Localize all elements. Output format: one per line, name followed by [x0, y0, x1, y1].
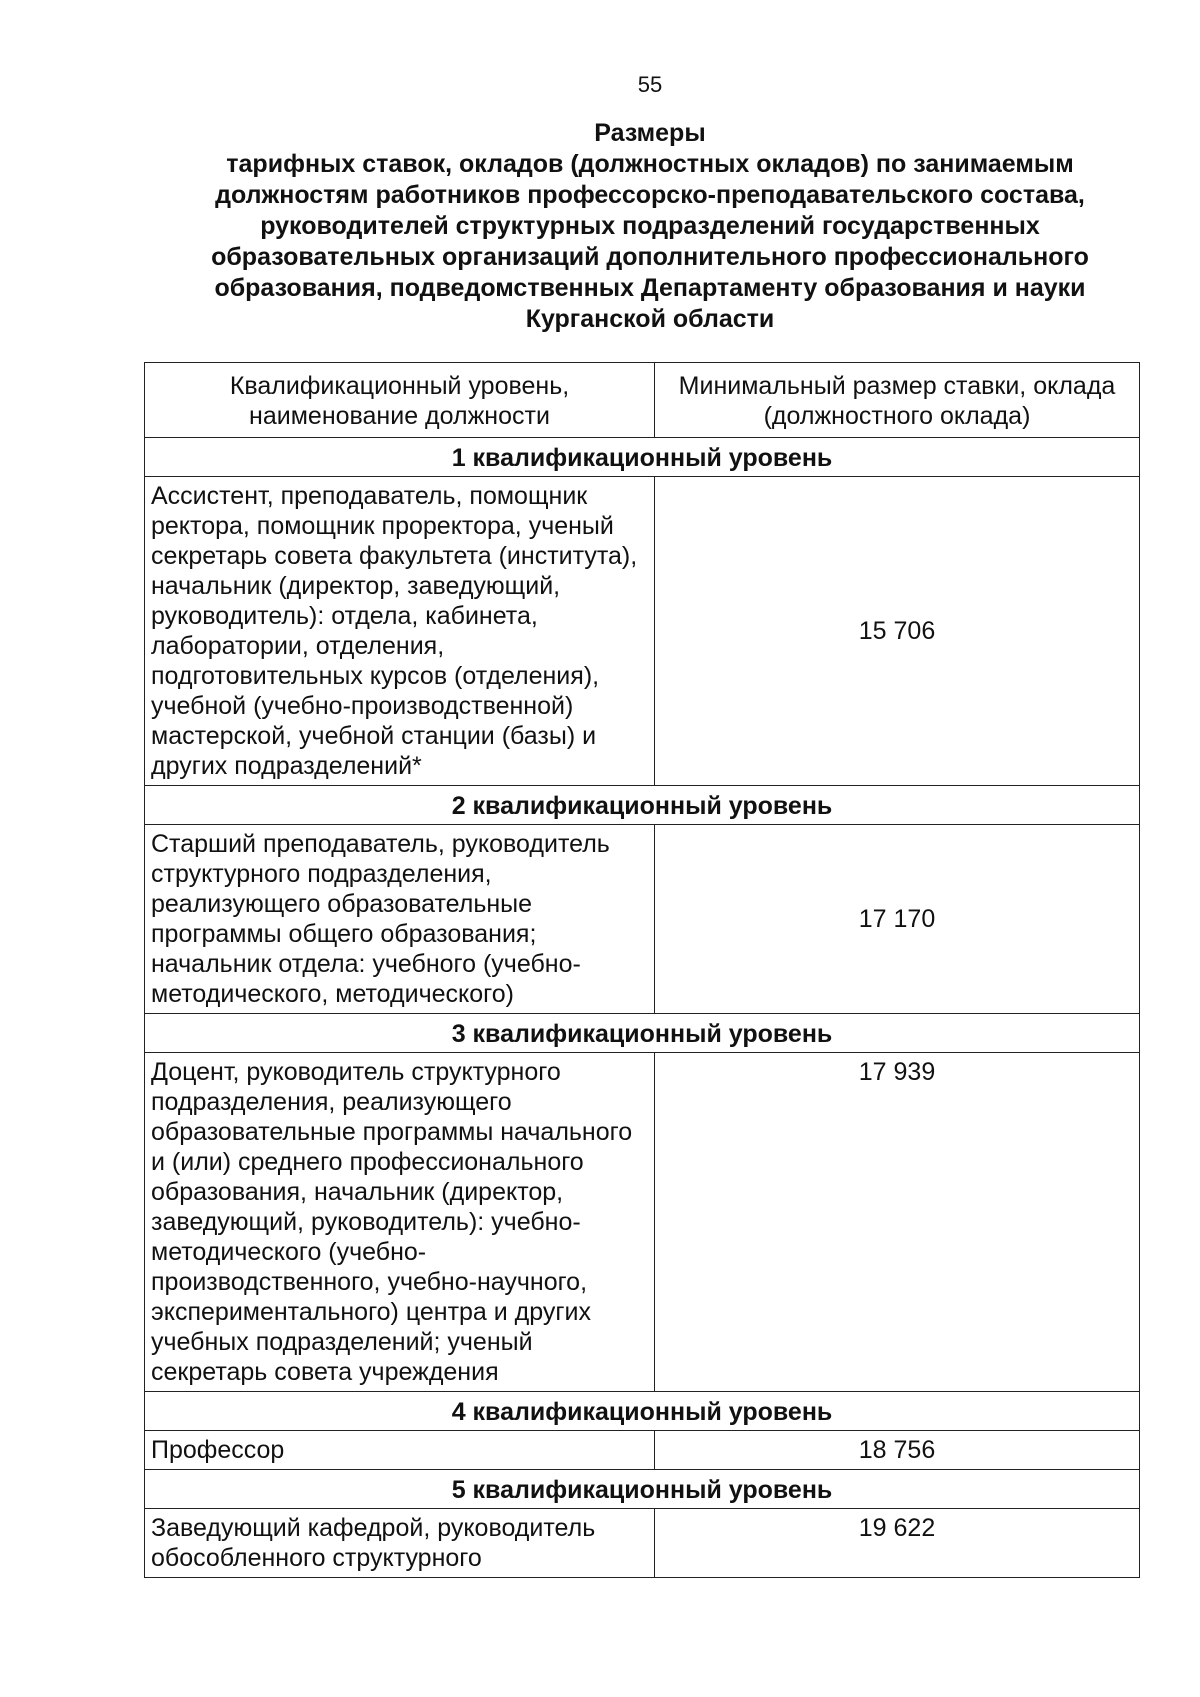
- title-line: тарифных ставок, окладов (должностных окладов) по занимаемым: [226, 150, 1074, 178]
- title-line: должностям работников профессорско-преподавательского состава,: [215, 181, 1085, 209]
- header-position-line: Квалификационный уровень,: [229, 372, 570, 400]
- position-cell: Профессор: [145, 1431, 655, 1470]
- level-row-5: [145, 1470, 1140, 1509]
- table-row: [145, 1053, 1140, 1392]
- level-label: 5 квалификационный уровень: [145, 1470, 1140, 1509]
- rate-value: 17 170: [655, 825, 1140, 1014]
- level-row-1: [145, 438, 1140, 477]
- level-label: 2 квалификационный уровень: [145, 786, 1140, 825]
- title-line: Размеры: [594, 119, 706, 147]
- rate-value: 19 622: [655, 1509, 1140, 1578]
- document-title: [130, 118, 1170, 335]
- table-header-row: [145, 363, 1140, 438]
- title-line: Курганской области: [525, 305, 775, 333]
- position-cell: Доцент, руководитель структурного подразделения, реализующего образовательные программы начального и (или) среднего профессионального образования, начальник (директор, заведующий, руководитель): учебно-методического (учебно-производственного, учебно-научного, экспериментального) центра и других учебных подразделений; ученый секретарь совета учреждения: [145, 1053, 655, 1392]
- rate-value: 18 756: [655, 1431, 1140, 1470]
- rates-table: [144, 362, 1140, 1578]
- level-label: 4 квалификационный уровень: [145, 1392, 1140, 1431]
- header-position-line: наименование должности: [249, 402, 550, 430]
- header-min-rate: [655, 363, 1140, 438]
- level-row-2: [145, 786, 1140, 825]
- title-line: руководителей структурных подразделений государственных: [260, 212, 1040, 240]
- header-position: [145, 363, 655, 438]
- level-label: 3 квалификационный уровень: [145, 1014, 1140, 1053]
- table-row: [145, 1431, 1140, 1470]
- header-min-rate-line: (должностного оклада): [763, 402, 1031, 430]
- level-row-4: [145, 1392, 1140, 1431]
- header-min-rate-line: Минимальный размер ставки, оклада: [678, 372, 1116, 400]
- rate-value: 15 706: [655, 477, 1140, 786]
- level-label: 1 квалификационный уровень: [145, 438, 1140, 477]
- page-number: 55: [637, 72, 663, 97]
- table-row: [145, 1509, 1140, 1578]
- rate-value: 17 939: [655, 1053, 1140, 1392]
- position-cell: Старший преподаватель, руководитель структурного подразделения, реализующего образовательные программы общего образования; начальник отдела: учебного (учебно-методического, методического): [145, 825, 655, 1014]
- position-cell: Ассистент, преподаватель, помощник ректора, помощник проректора, ученый секретарь совета факультета (института), начальник (директор, заведующий, руководитель): отдела, кабинета, лаборатории, отделения, подготовительных курсов (отделения), учебной (учебно-производственной) мастерской, учебной станции (базы) и других подразделений*: [145, 477, 655, 786]
- table-row: [145, 477, 1140, 786]
- level-row-3: [145, 1014, 1140, 1053]
- title-line: образовательных организаций дополнительного профессионального: [211, 243, 1089, 271]
- title-line: образования, подведомственных Департаменту образования и науки: [214, 274, 1086, 302]
- position-cell: Заведующий кафедрой, руководитель обособленного структурного: [145, 1509, 655, 1578]
- table-row: [145, 825, 1140, 1014]
